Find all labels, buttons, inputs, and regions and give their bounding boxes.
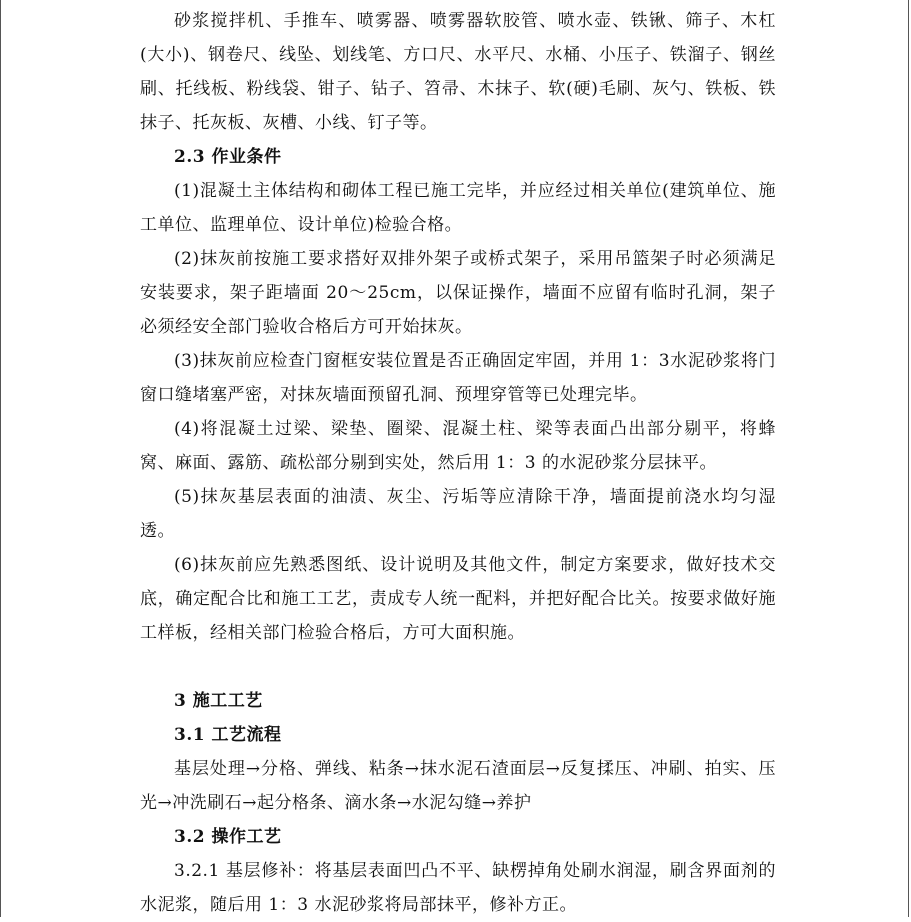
process-flow-text: 基层处理→分格、弹线、粘条→抹水泥石渣面层→反复揉压、冲刷、拍实、压光→冲洗刷石→起分格条、滴水条→水泥勾缝→养护: [140, 759, 776, 813]
condition-item-5: (5)抹灰基层表面的油渍、灰尘、污垢等应清除干净，墙面提前浇水均匀湿透。: [140, 487, 776, 541]
heading-3-1: 3.1 工艺流程: [174, 725, 282, 745]
section-spacer: [140, 650, 776, 684]
condition-item-1: (1)混凝土主体结构和砌体工程已施工完毕，并应经过相关单位(建筑单位、施工单位、监理单位、设计单位)检验合格。: [140, 181, 776, 235]
condition-item-6: (6)抹灰前应先熟悉图纸、设计说明及其他文件，制定方案要求，做好技术交底，确定配合比和施工工艺，责成专人统一配料，并把好配合比关。按要求做好施工样板，经相关部门检验合格后，方可大面积施。: [140, 555, 776, 643]
heading-3-2: 3.2 操作工艺: [174, 827, 282, 847]
heading-3: 3 施工工艺: [174, 691, 263, 711]
condition-item-3: (3)抹灰前应检查门窗框安装位置是否正确固定牢固，并用 1：3水泥砂浆将门窗口缝堵塞严密，对抹灰墙面预留孔洞、预埋穿管等已处理完毕。: [140, 351, 776, 405]
operation-item-3-2-1: 3.2.1 基层修补：将基层表面凹凸不平、缺楞掉角处刷水润湿，刷含界面剂的水泥浆，随后用 1：3 水泥砂浆将局部抹平，修补方正。: [140, 861, 776, 915]
tools-paragraph: 砂浆搅拌机、手推车、喷雾器、喷雾器软胶管、喷水壶、铁锹、筛子、木杠(大小)、钢卷尺、线坠、划线笔、方口尺、水平尺、水桶、小压子、铁溜子、钢丝刷、托线板、粉线袋、钳子、钻子、笤帚、木抹子、软(硬)毛刷、灰勺、铁板、铁抹子、托灰板、灰槽、小线、钉子等。: [140, 11, 776, 133]
document-body: [140, 4, 776, 922]
condition-item-2: (2)抹灰前按施工要求搭好双排外架子或桥式架子，采用吊篮架子时必须满足安装要求，架子距墙面 20～25cm，以保证操作，墙面不应留有临时孔洞，架子必须经安全部门验收合格后方可开始抹灰。: [140, 249, 776, 337]
condition-item-4: (4)将混凝土过梁、梁垫、圈梁、混凝土柱、梁等表面凸出部分剔平，将蜂窝、麻面、露筋、疏松部分剔到实处，然后用 1：3 的水泥砂浆分层抹平。: [140, 419, 776, 473]
heading-2-3: 2.3 作业条件: [174, 147, 282, 167]
